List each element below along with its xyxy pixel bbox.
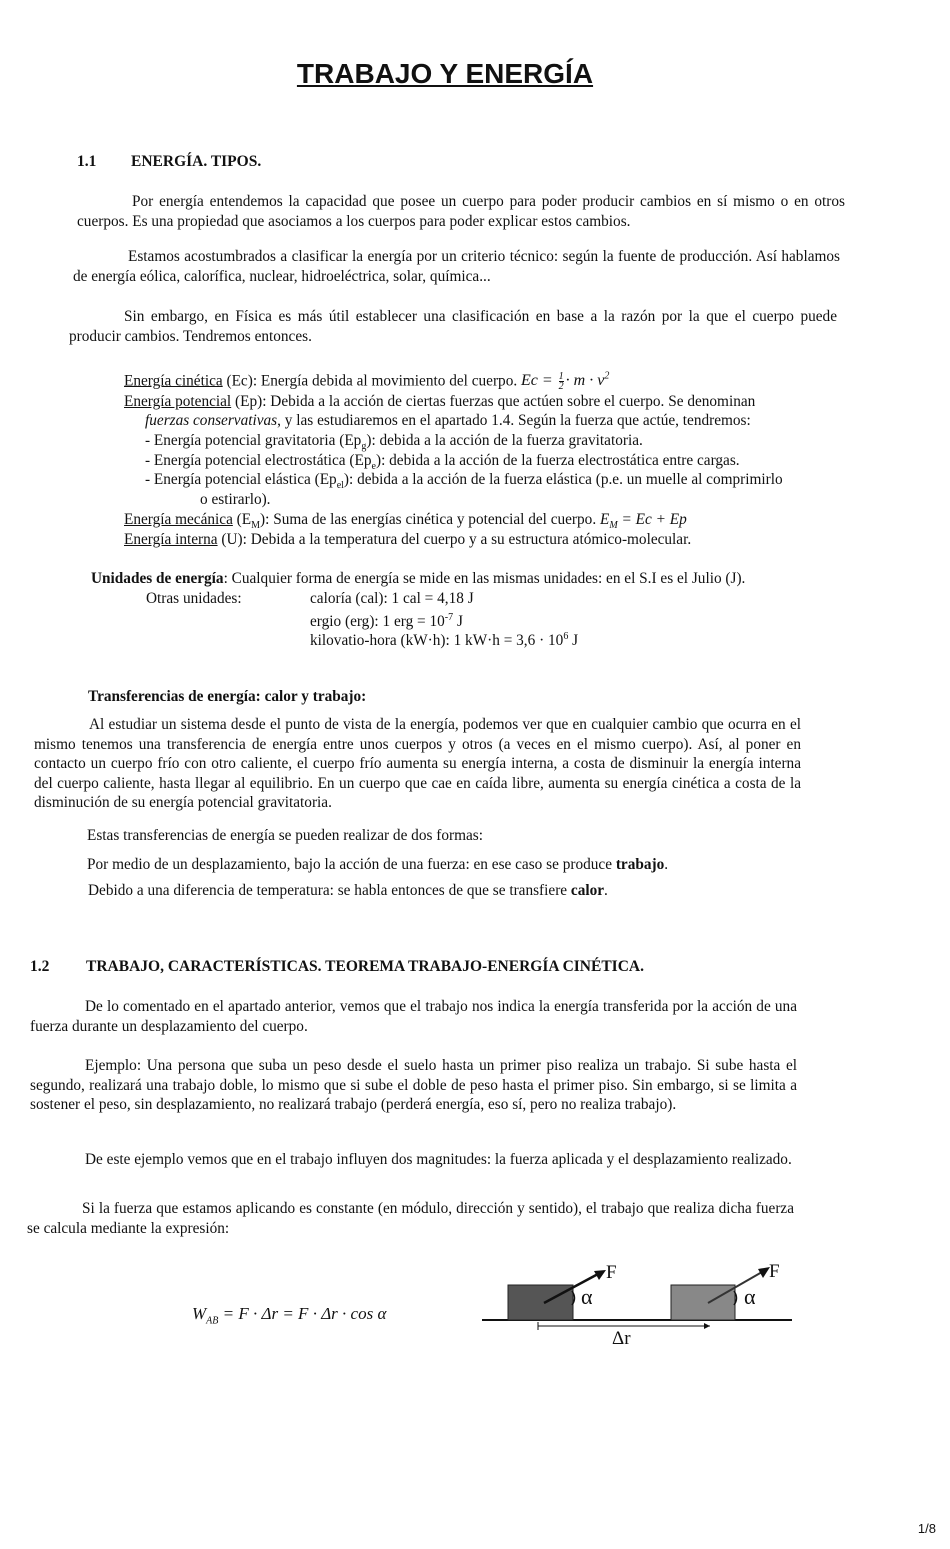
units-label: Unidades de energía <box>91 570 224 587</box>
energy-internal-line <box>124 530 691 550</box>
subscript: el <box>336 480 344 492</box>
page-number: 1/8 <box>917 1521 936 1536</box>
text: ): debida a la acción de la fuerza gravitatoria. <box>366 432 643 449</box>
subscript: g <box>361 441 367 453</box>
subscript: AB <box>206 1315 219 1327</box>
exponent: 2 <box>604 371 610 382</box>
other-units-label: Otras unidades: <box>146 590 242 607</box>
term: Energía mecánica <box>124 511 233 528</box>
text: J <box>568 632 579 650</box>
paragraph: Sin embargo, en Física es más útil establecer una clasificación en base a la razón por la que el cuerpo puede producir cambios. Tendremos entonces. <box>69 308 837 345</box>
paragraph: Estas transferencias de energía se pueden realizar de dos formas: <box>87 827 483 844</box>
text: Debido a una diferencia de temperatura: se habla entonces de que se transfiere <box>88 882 571 899</box>
paragraph: Ejemplo: Una persona que suba un peso desde el suelo hasta un primer piso realiza un trabajo. Si sube hasta el segundo, realizará una trabajo doble, lo mismo que si sube el doble de peso hasta el primer piso. Sin embargo, si se limita a sostener el peso, sin desplazamiento, no realizará trabajo (perderá energía, eso sí, pero no realiza trabajo). <box>30 1057 797 1114</box>
italic-term: fuerzas conservativas <box>145 412 278 429</box>
text: ): debida a la acción de la fuerza elástica (p.e. un muelle al comprimirlo <box>343 471 783 488</box>
paragraph: Por energía entendemos la capacidad que posee un cuerpo para poder producir cambios en sí mismo o en otros cuerpos. Es una propiedad que asociamos a los cuerpos para poder explicar estos cambios. <box>77 193 845 230</box>
subsection-heading: Transferencias de energía: calor y trabajo: <box>88 688 367 705</box>
displacement-arrow-head <box>704 1323 710 1329</box>
exponent: -7 <box>444 612 454 623</box>
subscript: M <box>251 520 261 532</box>
page-title: TRABAJO Y ENERGÍA <box>296 58 594 89</box>
units-desc: : Cualquier forma de energía se mide en las mismas unidades: en el S.I es el Julio (J). <box>223 570 746 587</box>
label-delta-r: Δr <box>612 1328 631 1349</box>
formula-part: W <box>192 1304 207 1323</box>
desc: , y las estudiaremos en el apartado 1.4. Según la fuerza que actúe, tendremos: <box>277 412 751 429</box>
denominator: 2 <box>558 381 564 393</box>
bold-term: calor <box>570 882 605 899</box>
list-item-cont: o estirarlo). <box>200 491 271 508</box>
paragraph: Si la fuerza que estamos aplicando es constante (en módulo, dirección y sentido), el trabajo que realiza dicha fuerza se calcula mediante la expresión: <box>27 1200 794 1237</box>
paragraph: Estamos acostumbrados a clasificar la energía por un criterio técnico: según la fuente de producción. Así hablamos de energía eólica, calorífica, nuclear, hidroeléctrica, solar, química... <box>73 248 840 285</box>
term: Energía interna <box>124 531 218 548</box>
label-alpha: α <box>581 1284 593 1309</box>
work-diagram <box>478 1258 798 1350</box>
energy-potential-line2 <box>145 411 751 431</box>
subscript: M <box>609 520 618 532</box>
text: . <box>664 856 669 873</box>
block-initial <box>508 1285 573 1320</box>
paragraph: De lo comentado en el apartado anterior, vemos que el trabajo nos indica la energía transferida por la acción de una fuerza durante un desplazamiento del cuerpo. <box>30 998 797 1035</box>
paragraph: Al estudiar un sistema desde el punto de vista de la energía, podemos ver que en cualquier cambio que ocurra en el mismo tenemos una transferencia de energía entre unos cuerpos y otros (a veces en el mismo cuerpo). Así, al poner en contacto un cuerpo frío con otro caliente, el cuerpo frío aumenta su energía interna, a costa de disminuir la energía interna del cuerpo caliente, hasta llegar al equilibrio. En un cuerpo que cae en caída libre, aumenta su energía cinética a costa de la disminución de su energía potencial gravitatoria. <box>34 716 801 812</box>
block-final <box>671 1285 735 1320</box>
form-2 <box>88 881 608 901</box>
label-f: F <box>769 1261 780 1282</box>
energy-kinetic-line <box>124 367 609 391</box>
subscript: e <box>371 461 376 473</box>
bold-term: trabajo <box>615 856 665 873</box>
work-formula <box>192 1304 386 1326</box>
form-1 <box>87 855 668 875</box>
fraction <box>559 372 564 391</box>
unit-calorie: caloría (cal): 1 cal = 4,18 J <box>310 590 474 607</box>
term: Energía cinética <box>124 372 223 390</box>
exponent: 6 <box>563 631 569 642</box>
desc: (Ec): Energía debida al movimiento del cuerpo. <box>222 372 521 390</box>
formula-part: · m · v <box>565 372 605 390</box>
energy-potential-para <box>124 392 859 412</box>
formula-part: Ec = <box>521 372 557 390</box>
formula-part: = Ec + Ep <box>617 511 687 528</box>
unit-kwh <box>310 627 578 651</box>
label-alpha: α <box>744 1284 756 1309</box>
desc: (Ep): Debida a la acción de ciertas fuerzas que actúen sobre el cuerpo. Se denominan <box>231 393 756 410</box>
text: ): Suma de las energías cinética y potencial del cuerpo. <box>260 511 600 528</box>
section-number: 1.2 <box>30 958 50 975</box>
desc: (U): Debida a la temperatura del cuerpo y a su estructura atómico-molecular. <box>217 531 692 548</box>
text: Por medio de un desplazamiento, bajo la acción de una fuerza: en ese caso se produce <box>87 856 616 873</box>
formula-part: E <box>599 511 610 528</box>
text: - Energía potencial electrostática (Ep <box>145 452 372 469</box>
label-f: F <box>606 1262 617 1283</box>
text: kilovatio-hora (kW·h): 1 kW·h = 3,6 · 10 <box>310 632 564 650</box>
section-heading: TRABAJO, CARACTERÍSTICAS. TEOREMA TRABAJO-ENERGÍA CINÉTICA. <box>86 958 644 975</box>
numerator: 1 <box>558 371 564 383</box>
section-heading: ENERGÍA. TIPOS. <box>131 153 262 170</box>
text: . <box>604 882 608 899</box>
formula-ec <box>521 371 610 393</box>
text: ergio (erg): 1 erg = 10 <box>310 613 445 631</box>
text: ): debida a la acción de la fuerza electrostática entre cargas. <box>375 452 740 469</box>
text: - Energía potencial elástica (Ep <box>145 471 337 488</box>
text: - Energía potencial gravitatoria (Ep <box>145 432 362 449</box>
term: Energía potencial <box>124 393 232 410</box>
text: J <box>453 613 463 631</box>
text: (E <box>232 511 252 528</box>
units-line <box>91 569 745 589</box>
formula-em <box>599 511 687 532</box>
section-number: 1.1 <box>77 153 97 170</box>
formula-part: = F · Δr = F · Δr · cos α <box>218 1304 387 1323</box>
paragraph: De este ejemplo vemos que en el trabajo influyen dos magnitudes: la fuerza aplicada y el desplazamiento realizado. <box>85 1151 792 1168</box>
